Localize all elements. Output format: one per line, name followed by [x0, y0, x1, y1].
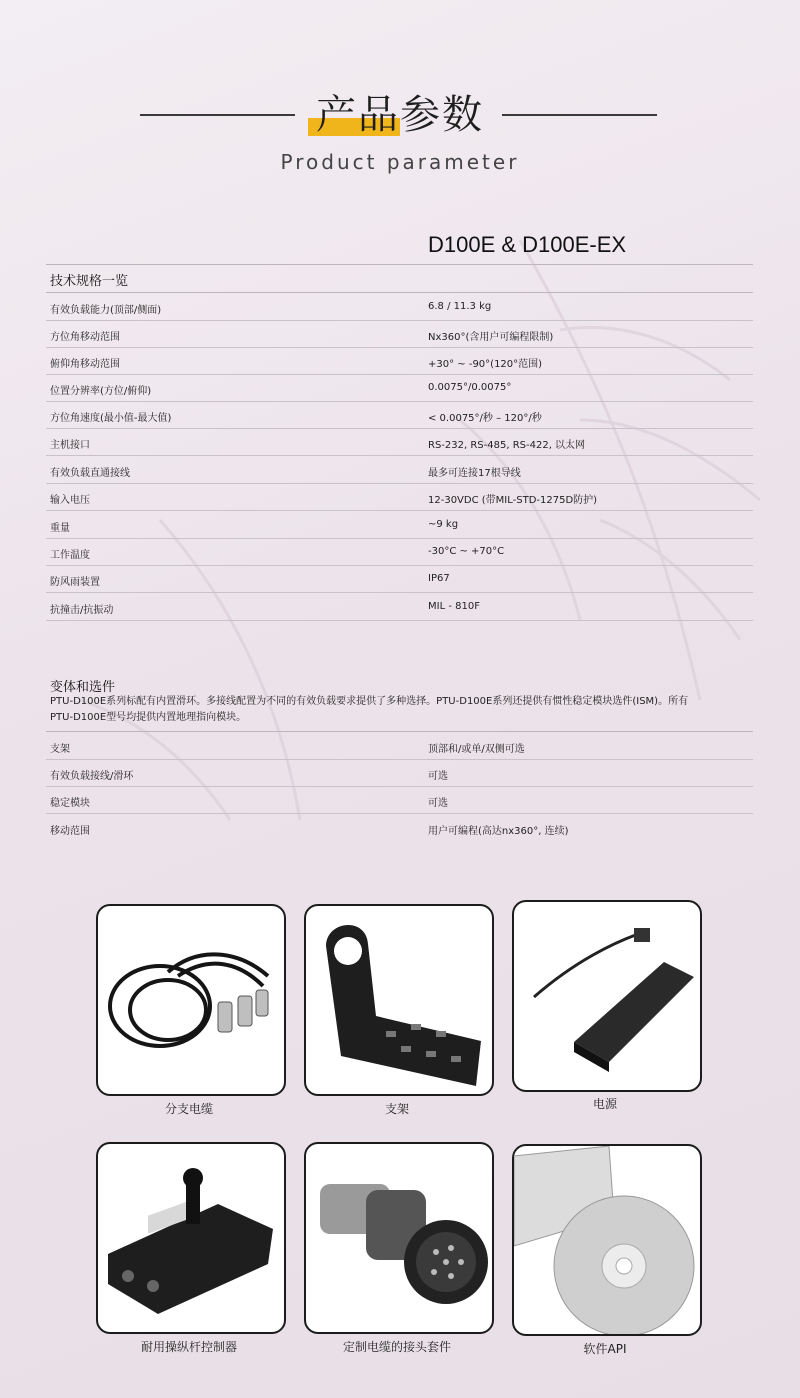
- spec-value: ~9 kg: [428, 519, 459, 530]
- option-value: 用户可编程(高达nx360°, 连续): [428, 826, 569, 837]
- spec-row: [46, 293, 753, 321]
- accessory-card-joystick: [96, 1142, 286, 1334]
- accessory-card-cable: [96, 904, 286, 1096]
- option-value: 可选: [428, 798, 448, 809]
- spec-value: 0.0075°/0.0075°: [428, 382, 512, 393]
- option-row: [46, 786, 753, 814]
- power-adapter-icon: [514, 902, 700, 1090]
- spec-row: [46, 483, 753, 511]
- option-label: 稳定模块: [50, 798, 90, 809]
- spec-label: 工作温度: [50, 550, 90, 561]
- accessory-caption: 定制电缆的接头套件: [342, 1340, 451, 1354]
- accessory-card-connector: [304, 1142, 494, 1334]
- accessory-caption: 电源: [592, 1097, 617, 1111]
- page-subtitle: Product parameter: [280, 150, 520, 174]
- accessory-caption: 分支电缆: [164, 1102, 213, 1116]
- spec-row: [46, 456, 753, 484]
- spec-row: [46, 565, 753, 593]
- spec-label: 输入电压: [50, 495, 90, 506]
- option-value: 顶部和/或单/双侧可选: [428, 744, 525, 755]
- options-description-line: PTU-D100E型号均提供内置地理指向模块。: [50, 712, 247, 723]
- option-row: [46, 732, 753, 760]
- spec-label: 位置分辨率(方位/俯仰): [50, 386, 152, 397]
- bracket-icon: [306, 906, 492, 1094]
- spec-row: [46, 320, 753, 348]
- page-title: 产品参数: [316, 92, 484, 138]
- options-description-line: PTU-D100E系列标配有内置滑环。多接线配置为不同的有效负载要求提供了多种选择。PTU-D100E系列还提供有惯性稳定模块选件(ISM)。所有: [50, 696, 689, 707]
- option-value: 可选: [428, 771, 448, 782]
- spec-value: 最多可连接17根导线: [428, 468, 521, 479]
- spec-value: 6.8 / 11.3 kg: [428, 301, 492, 312]
- model-name: D100E & D100E-EX: [428, 232, 627, 257]
- option-row: [46, 759, 753, 787]
- option-label: 移动范围: [50, 826, 90, 837]
- spec-label: 防风雨装置: [50, 577, 100, 588]
- spec-value: -30°C ~ +70°C: [428, 546, 505, 557]
- spec-label: 方位角移动范围: [50, 332, 120, 343]
- spec-label: 主机接口: [50, 440, 90, 451]
- spec-row: [46, 374, 753, 402]
- spec-label: 有效负载直通接线: [50, 468, 130, 479]
- options-section-title: 变体和选件: [50, 680, 116, 695]
- spec-row: [46, 593, 753, 621]
- cable-icon: [98, 906, 284, 1094]
- spec-value: RS-232, RS-485, RS-422, 以太网: [428, 440, 586, 451]
- accessory-caption: 耐用操纵杆控制器: [140, 1340, 237, 1354]
- table-top-divider: [46, 264, 753, 265]
- option-label: 支架: [50, 744, 70, 755]
- header-line-left: [140, 114, 295, 116]
- option-row: [46, 814, 753, 841]
- accessory-card-software: [512, 1144, 702, 1336]
- spec-label: 俯仰角移动范围: [50, 359, 120, 370]
- spec-row: [46, 511, 753, 539]
- accessory-caption: 软件API: [583, 1342, 627, 1356]
- option-label: 有效负载接线/滑环: [50, 771, 134, 782]
- spec-row: [46, 401, 753, 429]
- spec-value: MIL - 810F: [428, 601, 480, 612]
- spec-value: 12-30VDC (带MIL-STD-1275D防护): [428, 495, 598, 506]
- spec-value: +30° ~ -90°(120°范围): [428, 359, 543, 370]
- accessory-card-bracket: [304, 904, 494, 1096]
- spec-value: Nx360°(含用户可编程限制): [428, 332, 554, 343]
- spec-value: < 0.0075°/秒 – 120°/秒: [428, 413, 542, 424]
- joystick-icon: [98, 1144, 284, 1332]
- spec-label: 抗撞击/抗振动: [50, 605, 114, 616]
- software-disc-icon: [514, 1146, 700, 1334]
- specs-section-title: 技术规格一览: [50, 274, 129, 289]
- spec-row: [46, 428, 753, 456]
- spec-label: 重量: [50, 523, 70, 534]
- spec-row: [46, 538, 753, 566]
- spec-label: 方位角速度(最小值-最大值): [50, 413, 172, 424]
- connector-icon: [306, 1144, 492, 1332]
- options-description: [50, 694, 750, 726]
- accessory-card-power: [512, 900, 702, 1092]
- header-line-right: [502, 114, 657, 116]
- spec-value: IP67: [428, 573, 450, 584]
- spec-label: 有效负载能力(顶部/侧面): [50, 305, 162, 316]
- accessory-caption: 支架: [384, 1102, 409, 1116]
- spec-row: [46, 347, 753, 375]
